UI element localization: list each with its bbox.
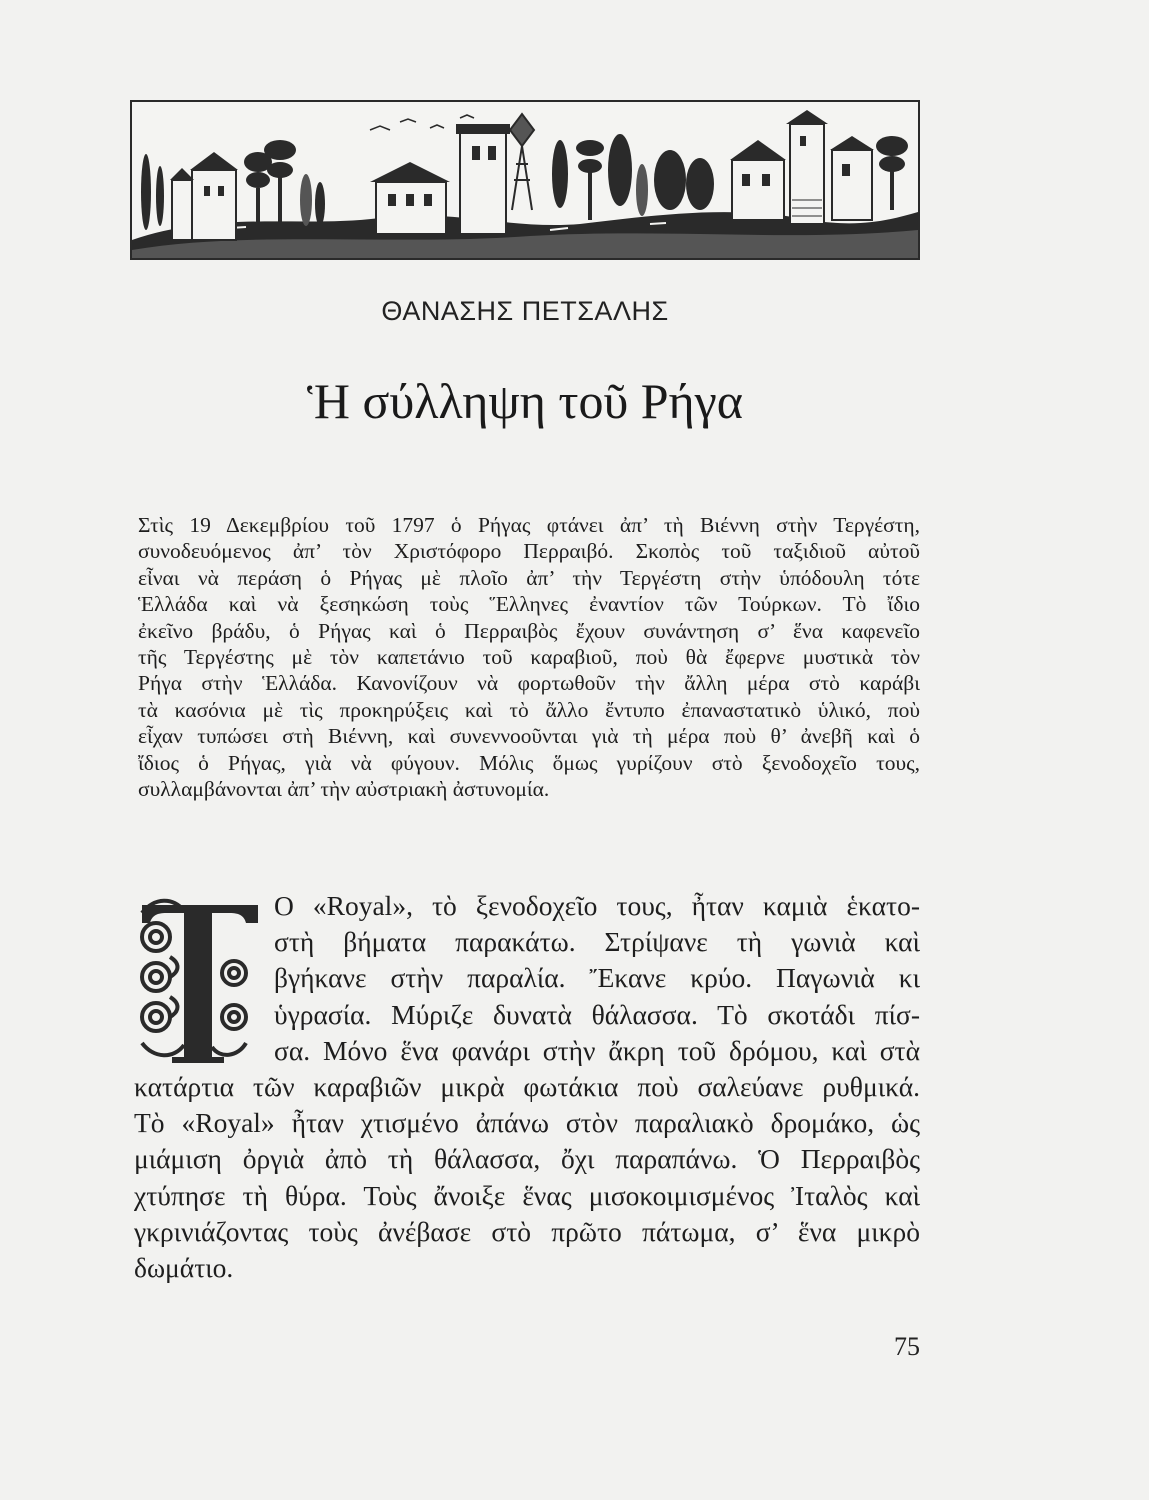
body-line: βγήκανε στὴν παραλία. Ἔκανε κρύο. Παγωνιὰ κι: [274, 962, 920, 994]
body-line: σα. Μόνο ἕνα φανάρι στὴν ἄκρη τοῦ δρόμου, καὶ στὰ: [274, 1034, 920, 1066]
body-line: δωμάτιο.: [134, 1252, 234, 1284]
intro-paragraph: [138, 512, 920, 802]
body-text: [134, 888, 920, 1286]
intro-line: ἐκεῖνο βράδυ, ὁ Ρήγας καὶ ὁ Περραιβὸς ἔχουν συνάντηση σ’ ἕνα καφενεῖο: [138, 618, 920, 643]
body-line: Τὸ «Royal» ἦταν χτισμένο ἀπάνω στὸν παραλιακὸ δρομάκο, ὡς: [134, 1107, 920, 1139]
body-line: χτύπησε τὴ θύρα. Τοὺς ἄνοιξε ἕνας μισοκοιμισμένος Ἰταλὸς καὶ: [134, 1179, 920, 1211]
intro-line: Ρήγα στὴν Ἑλλάδα. Κανονίζουν νὰ φορτωθοῦν τὴν ἄλλη μέρα στὸ καράβι: [138, 671, 920, 696]
intro-line: Ἑλλάδα καὶ νὰ ξεσηκώση τοὺς Ἕλληνες ἐναντίον τῶν Τούρκων. Τὸ ἴδιο: [138, 592, 920, 617]
page-number: 75: [894, 1332, 920, 1361]
story-title: Ἡ σύλληψη τοῦ Ρήγα: [307, 373, 743, 429]
intro-line: συνοδευόμενος ἀπ’ τὸν Χριστόφορο Περραιβό. Σκοπὸς τοῦ ταξιδιοῦ αὐτοῦ: [138, 539, 920, 564]
village-illustration: [130, 100, 920, 260]
body-line: Ο «Royal», τὸ ξενοδοχεῖο τους, ἦταν καμιὰ ἑκατο-: [274, 890, 920, 921]
intro-line: Στὶς 19 Δεκεμβρίου τοῦ 1797 ὁ Ρήγας φτάνει ἀπ’ τὴ Βιέννη στὴν Τεργέστη,: [138, 513, 920, 537]
body-line: μιάμιση ὀργιὰ ἀπὸ τὴ θάλασσα, ὄχι παραπάνω. Ὁ Περραιβὸς: [134, 1143, 920, 1175]
body-line: ὑγρασία. Μύριζε δυνατὰ θάλασσα. Τὸ σκοτάδι πίσ-: [274, 998, 920, 1030]
intro-line: τὰ κασόνια μὲ τὶς προκηρύξεις καὶ τὸ ἄλλο ἔντυπο ἐπαναστατικὸ ὑλικό, ποὺ: [138, 697, 920, 722]
intro-line: εἶναι νὰ περάση ὁ Ρήγας μὲ πλοῖο ἀπ’ τὴν Τεργέστη στὴν ὑπόδουλη τότε: [138, 565, 920, 590]
intro-line: συλλαμβάνονται ἀπ’ τὴν αὐστριακὴ ἀστυνομία.: [138, 777, 550, 802]
intro-line: εἶχαν τυπώσει στὴ Βιέννη, καὶ συνεννοοῦνται γιὰ τὴ μέρα ποὺ θ’ ἀνεβῆ καὶ ὁ: [138, 724, 920, 749]
body-line: στὴ βήματα παρακάτω. Στρίψανε τὴ γωνιὰ καὶ: [274, 926, 920, 958]
body-line: γκρινιάζοντας τοὺς ἀνέβασε στὸ πρῶτο πάτωμα, σ’ ἕνα μικρὸ: [134, 1215, 920, 1247]
body-line: κατάρτια τῶν καραβιῶν μικρὰ φωτάκια ποὺ σαλεύανε ρυθμικά.: [134, 1071, 920, 1103]
intro-line: ἴδιος ὁ Ρήγας, γιὰ νὰ φύγουν. Μόλις ὅμως γυρίζουν στὸ ξενοδοχεῖο τους,: [138, 750, 920, 775]
author-name: ΘΑΝΑΣΗΣ ΠΕΤΣΑΛΗΣ: [381, 296, 669, 326]
intro-line: τῆς Τεργέστης μὲ τὸν καπετάνιο τοῦ καραβιοῦ, ποὺ θὰ ἔφερνε μυστικὰ τὸν: [138, 645, 920, 670]
